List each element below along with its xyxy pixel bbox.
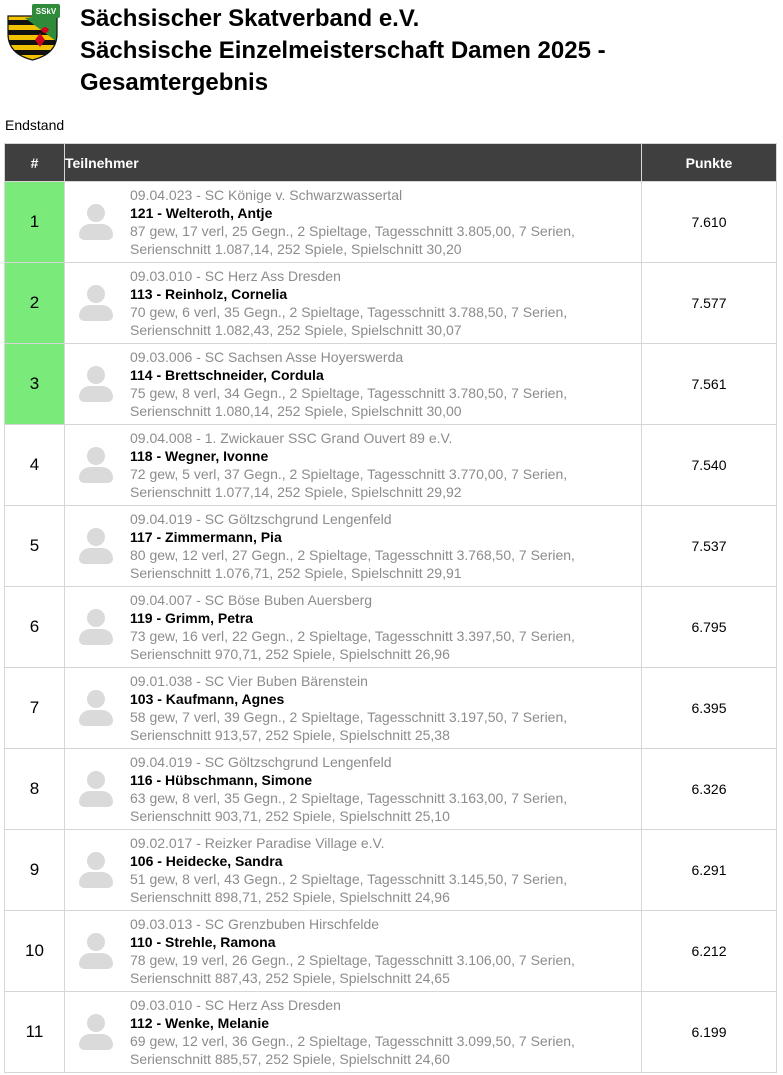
player-name: 121 - Welteroth, Antje <box>130 205 273 221</box>
club-label: 09.04.023 - SC Könige v. Schwarzwassertal <box>130 187 403 203</box>
participant-cell <box>65 344 642 425</box>
table-row <box>5 587 777 668</box>
player-name: 118 - Wegner, Ivonne <box>130 448 269 464</box>
column-header-rank[interactable]: # <box>5 144 65 182</box>
player-stats: 75 gew, 8 verl, 34 Gegn., 2 Spieltage, Tagesschnitt 3.780,50, 7 Serien, Serienschnitt 1.080,14, 252 Spiele, Spielschnitt 30,00 <box>130 385 568 419</box>
avatar-placeholder-icon <box>79 771 113 809</box>
table-row <box>5 749 777 830</box>
points-cell: 6.326 <box>642 749 777 830</box>
results-table <box>4 143 777 1073</box>
table-row <box>5 830 777 911</box>
page-title-line-1: Sächsischer Skatverband e.V. <box>80 5 420 32</box>
points-cell: 7.537 <box>642 506 777 587</box>
player-stats: 80 gew, 12 verl, 27 Gegn., 2 Spieltage, Tagesschnitt 3.768,50, 7 Serien, Serienschnitt 1.076,71, 252 Spiele, Spielschnitt 29,91 <box>130 547 575 581</box>
page-title-line-3: Gesamtergebnis <box>80 69 269 96</box>
player-stats: 51 gew, 8 verl, 43 Gegn., 2 Spieltage, Tagesschnitt 3.145,50, 7 Serien, Serienschnitt 898,71, 252 Spiele, Spielschnitt 24,96 <box>130 871 568 905</box>
club-label: 09.04.007 - SC Böse Buben Auersberg <box>130 592 373 608</box>
avatar-placeholder-icon <box>79 933 113 971</box>
rank-cell: 8 <box>5 749 65 830</box>
player-name: 110 - Strehle, Ramona <box>130 934 276 950</box>
club-label: 09.04.008 - 1. Zwickauer SSC Grand Ouvert 89 e.V. <box>130 430 453 446</box>
points-cell: 7.540 <box>642 425 777 506</box>
participant-cell <box>65 263 642 344</box>
avatar-placeholder-icon <box>79 204 113 242</box>
avatar-placeholder-icon <box>79 285 113 323</box>
club-label: 09.03.013 - SC Grenzbuben Hirschfelde <box>130 916 380 932</box>
participant-cell <box>65 587 642 668</box>
page-title-line-2: Sächsische Einzelmeisterschaft Damen 2025 - <box>80 37 606 64</box>
avatar-placeholder-icon <box>79 1014 113 1052</box>
points-cell: 7.577 <box>642 263 777 344</box>
rank-cell: 5 <box>5 506 65 587</box>
player-stats: 58 gew, 7 verl, 39 Gegn., 2 Spieltage, Tagesschnitt 3.197,50, 7 Serien, Serienschnitt 913,57, 252 Spiele, Spielschnitt 25,38 <box>130 709 568 743</box>
club-label: 09.03.010 - SC Herz Ass Dresden <box>130 997 341 1013</box>
club-label: 09.01.038 - SC Vier Buben Bärenstein <box>130 673 368 689</box>
player-stats: 72 gew, 5 verl, 37 Gegn., 2 Spieltage, Tagesschnitt 3.770,00, 7 Serien, Serienschnitt 1.077,14, 252 Spiele, Spielschnitt 29,92 <box>130 466 568 500</box>
participant-cell <box>65 830 642 911</box>
player-stats: 69 gew, 12 verl, 36 Gegn., 2 Spieltage, Tagesschnitt 3.099,50, 7 Serien, Serienschnitt 885,57, 252 Spiele, Spielschnitt 24,60 <box>130 1033 575 1067</box>
club-label: 09.04.019 - SC Göltzschgrund Lengenfeld <box>130 511 392 527</box>
rank-cell: 1 <box>5 182 65 263</box>
player-stats: 63 gew, 8 verl, 35 Gegn., 2 Spieltage, Tagesschnitt 3.163,00, 7 Serien, Serienschnitt 903,71, 252 Spiele, Spielschnitt 25,10 <box>130 790 568 824</box>
points-cell: 7.610 <box>642 182 777 263</box>
club-label: 09.03.010 - SC Herz Ass Dresden <box>130 268 341 284</box>
player-name: 103 - Kaufmann, Agnes <box>130 691 285 707</box>
participant-cell <box>65 992 642 1073</box>
table-row <box>5 668 777 749</box>
player-stats: 87 gew, 17 verl, 25 Gegn., 2 Spieltage, Tagesschnitt 3.805,00, 7 Serien, Serienschnitt 1.087,14, 252 Spiele, Spielschnitt 30,20 <box>130 223 575 257</box>
rank-cell: 7 <box>5 668 65 749</box>
participant-cell <box>65 749 642 830</box>
logo-text: SSkV <box>35 7 57 16</box>
table-row <box>5 344 777 425</box>
points-cell: 6.291 <box>642 830 777 911</box>
participant-cell <box>65 425 642 506</box>
table-row <box>5 911 777 992</box>
player-name: 117 - Zimmermann, Pia <box>130 529 282 545</box>
table-row <box>5 263 777 344</box>
sskv-logo <box>5 4 60 61</box>
avatar-placeholder-icon <box>79 852 113 890</box>
avatar-placeholder-icon <box>79 366 113 404</box>
avatar-placeholder-icon <box>79 528 113 566</box>
rank-cell: 10 <box>5 911 65 992</box>
player-stats: 70 gew, 6 verl, 35 Gegn., 2 Spieltage, Tagesschnitt 3.788,50, 7 Serien, Serienschnitt 1.082,43, 252 Spiele, Spielschnitt 30,07 <box>130 304 568 338</box>
player-name: 116 - Hübschmann, Simone <box>130 772 313 788</box>
player-name: 106 - Heidecke, Sandra <box>130 853 283 869</box>
participant-cell <box>65 668 642 749</box>
participant-cell <box>65 182 642 263</box>
player-stats: 73 gew, 16 verl, 22 Gegn., 2 Spieltage, Tagesschnitt 3.397,50, 7 Serien, Serienschnitt 970,71, 252 Spiele, Spielschnitt 26,96 <box>130 628 575 662</box>
points-cell: 6.199 <box>642 992 777 1073</box>
points-cell: 7.561 <box>642 344 777 425</box>
participant-cell <box>65 506 642 587</box>
rank-cell: 9 <box>5 830 65 911</box>
rank-cell: 3 <box>5 344 65 425</box>
points-cell: 6.395 <box>642 668 777 749</box>
player-stats: 78 gew, 19 verl, 26 Gegn., 2 Spieltage, Tagesschnitt 3.106,00, 7 Serien, Serienschnitt 887,43, 252 Spiele, Spielschnitt 24,65 <box>130 952 575 986</box>
player-name: 114 - Brettschneider, Cordula <box>130 367 324 383</box>
table-row <box>5 425 777 506</box>
points-cell: 6.795 <box>642 587 777 668</box>
player-name: 119 - Grimm, Petra <box>130 610 253 626</box>
player-name: 113 - Reinholz, Cornelia <box>130 286 288 302</box>
avatar-placeholder-icon <box>79 609 113 647</box>
status-label: Endstand <box>5 117 65 133</box>
club-label: 09.03.006 - SC Sachsen Asse Hoyerswerda <box>130 349 404 365</box>
column-header-participant[interactable]: Teilnehmer <box>65 144 642 182</box>
participant-cell <box>65 911 642 992</box>
table-header-row <box>5 144 777 182</box>
rank-cell: 11 <box>5 992 65 1073</box>
column-header-points[interactable]: Punkte <box>642 144 777 182</box>
table-row <box>5 182 777 263</box>
club-label: 09.04.019 - SC Göltzschgrund Lengenfeld <box>130 754 392 770</box>
club-label: 09.02.017 - Reizker Paradise Village e.V. <box>130 835 385 851</box>
points-cell: 6.212 <box>642 911 777 992</box>
player-name: 112 - Wenke, Melanie <box>130 1015 270 1031</box>
rank-cell: 2 <box>5 263 65 344</box>
rank-cell: 6 <box>5 587 65 668</box>
avatar-placeholder-icon <box>79 690 113 728</box>
rank-cell: 4 <box>5 425 65 506</box>
avatar-placeholder-icon <box>79 447 113 485</box>
table-row <box>5 992 777 1073</box>
table-row <box>5 506 777 587</box>
page-header <box>0 0 783 110</box>
